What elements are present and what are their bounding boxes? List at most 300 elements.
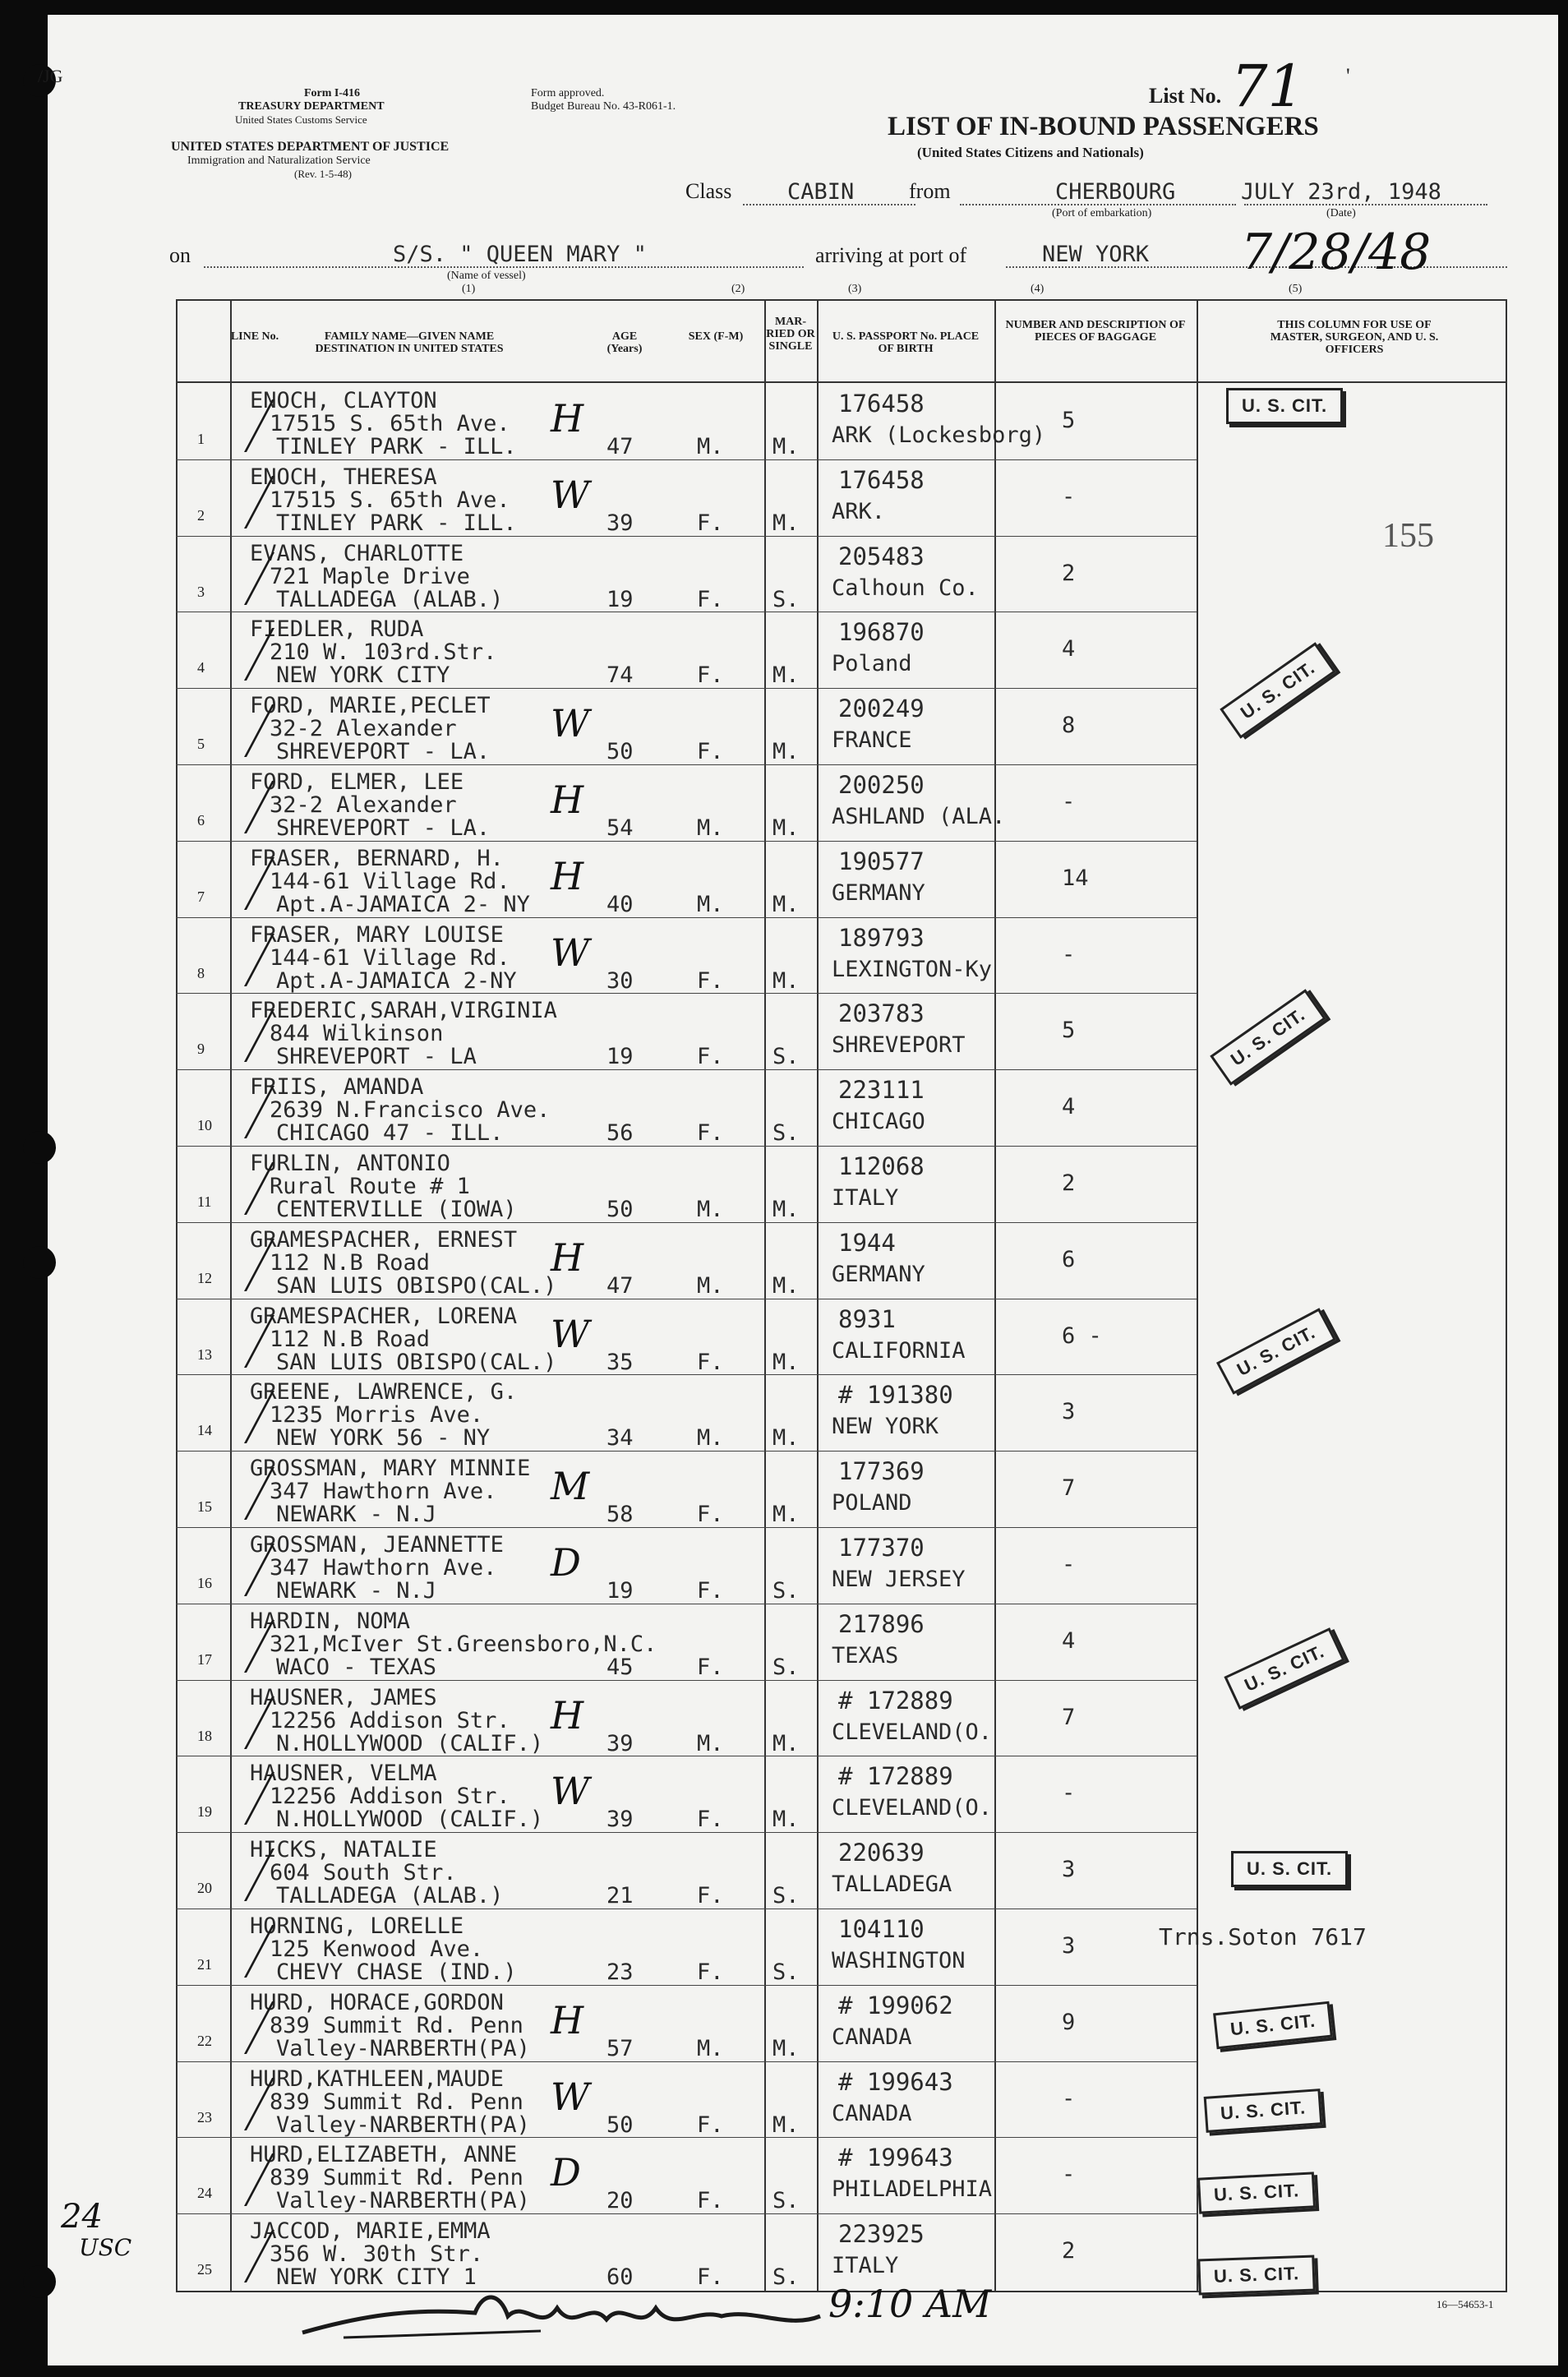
place-of-birth: FRANCE xyxy=(832,727,912,754)
marital-status: M. xyxy=(772,891,800,917)
baggage-count: 3 xyxy=(1062,1933,1076,1959)
passenger-age: 50 xyxy=(606,1197,634,1222)
row-divider xyxy=(176,1680,1197,1681)
passenger-sex: F. xyxy=(697,1349,724,1375)
place-of-birth: POLAND xyxy=(832,1490,912,1516)
marital-status: M. xyxy=(772,1425,800,1452)
passport-number: 203783 xyxy=(838,999,925,1028)
place-of-birth: CLEVELAND(O. xyxy=(832,1719,993,1745)
port-embarkation: CHERBOURG xyxy=(1055,179,1176,205)
row-divider xyxy=(176,1146,1197,1147)
us-citizen-stamp: U. S. CIT. xyxy=(1216,1308,1336,1395)
passenger-sex: M. xyxy=(697,1272,724,1299)
passport-number: 190577 xyxy=(838,847,925,875)
place-of-birth: CLEVELAND(O. xyxy=(832,1795,993,1821)
passenger-name: HAUSNER, VELMA xyxy=(250,1761,437,1787)
us-citizen-stamp: U. S. CIT. xyxy=(1220,642,1336,739)
us-citizen-stamp: U. S. CIT. xyxy=(1204,2089,1323,2133)
marital-status: M. xyxy=(772,1349,800,1375)
row-divider xyxy=(176,1222,1197,1223)
line-number: 10 xyxy=(197,1117,212,1134)
place-of-birth: ARK (Lockesborg) xyxy=(832,422,1046,448)
marital-status: M. xyxy=(772,2112,800,2138)
passenger-name: GROSSMAN, JEANNETTE xyxy=(250,1532,504,1558)
passenger-sex: F. xyxy=(697,1044,724,1070)
passenger-name: HURD,KATHLEEN,MAUDE xyxy=(250,2065,504,2092)
line-number: 1 xyxy=(197,431,205,447)
passport-number: # 191380 xyxy=(838,1381,953,1410)
marital-status: S. xyxy=(772,2264,800,2291)
baggage-count: 4 xyxy=(1062,636,1076,662)
passport-number: 205483 xyxy=(838,542,925,570)
marital-status: M. xyxy=(772,815,800,841)
family-mark: W xyxy=(551,1769,590,1814)
vessel-caption: (Name of vessel) xyxy=(447,270,526,282)
passenger-name: FURLIN, ANTONIO xyxy=(250,1151,450,1176)
family-mark: H xyxy=(551,396,584,441)
baggage-count: - xyxy=(1062,1552,1076,1577)
us-citizen-stamp: U. S. CIT. xyxy=(1226,388,1343,424)
place-of-birth: CHICAGO xyxy=(832,1109,925,1135)
family-mark: W xyxy=(551,1311,590,1356)
marital-status: M. xyxy=(772,434,800,459)
line-number: 7 xyxy=(197,888,205,905)
footer-code: 16—54653-1 xyxy=(1437,2298,1494,2310)
passenger-name: HORNING, LORELLE xyxy=(250,1913,464,1939)
passenger-name: GRAMESPACHER, ERNEST xyxy=(250,1226,518,1253)
passport-number: 223111 xyxy=(838,1076,925,1105)
passenger-sex: F. xyxy=(697,1502,724,1528)
passenger-age: 34 xyxy=(606,1425,634,1452)
budget-bureau: Budget Bureau No. 43-R061-1. xyxy=(531,100,676,113)
baggage-count: - xyxy=(1062,789,1076,815)
port-embark-caption: (Port of embarkation) xyxy=(1052,207,1152,219)
passenger-age: 56 xyxy=(606,1120,634,1147)
line-number: 4 xyxy=(197,659,205,676)
marital-status: S. xyxy=(772,1959,800,1985)
passenger-destination: Apt.A-JAMAICA 2- NY xyxy=(276,891,530,917)
rev-date: (Rev. 1-5-48) xyxy=(294,168,352,180)
passenger-street: 12256 Addison Str. xyxy=(270,1784,510,1810)
vessel-name: S/S. " QUEEN MARY " xyxy=(393,242,647,267)
passenger-destination: N.HOLLYWOOD (CALIF.) xyxy=(276,1807,544,1833)
passenger-destination: Valley-NARBERTH(PA) xyxy=(276,2035,530,2061)
passport-number: 177369 xyxy=(838,1457,925,1486)
passenger-sex: F. xyxy=(697,2188,724,2214)
place-of-birth: Calhoun Co. xyxy=(832,575,979,601)
passenger-street: 210 W. 103rd.Str. xyxy=(270,639,497,666)
marital-status: M. xyxy=(772,967,800,994)
passenger-street: 112 N.B Road xyxy=(270,1249,431,1276)
passenger-age: 39 xyxy=(606,1730,634,1756)
passenger-name: GREENE, LAWRENCE, G. xyxy=(250,1379,518,1405)
passenger-sex: F. xyxy=(697,510,724,536)
passport-number: # 172889 xyxy=(838,1762,953,1791)
passport-number: # 172889 xyxy=(838,1686,953,1715)
line-number: 2 xyxy=(197,506,205,524)
family-mark: M xyxy=(551,1464,590,1509)
row-divider xyxy=(176,1527,1197,1528)
place-of-birth: NEW JERSEY xyxy=(832,1567,966,1592)
passenger-destination: Valley-NARBERTH(PA) xyxy=(276,2188,530,2214)
passport-number: 1944 xyxy=(838,1228,896,1257)
family-mark: W xyxy=(551,930,590,975)
header-divider xyxy=(176,381,1507,383)
us-citizen-stamp: U. S. CIT. xyxy=(1197,2172,1316,2213)
col-divider-passport xyxy=(994,299,996,2292)
passport-number: 220639 xyxy=(838,1839,925,1867)
marital-status: S. xyxy=(772,1883,800,1909)
signature-time: 9:10 AM xyxy=(828,2282,992,2326)
arrival-port: NEW YORK xyxy=(1042,242,1150,267)
passport-number: 177370 xyxy=(838,1534,925,1562)
line-number: 16 xyxy=(197,1575,212,1591)
passenger-name: JACCOD, MARIE,EMMA xyxy=(250,2218,491,2245)
passenger-street: 125 Kenwood Ave. xyxy=(270,1936,484,1962)
passenger-sex: M. xyxy=(697,891,724,917)
voyage-date: JULY 23rd, 1948 xyxy=(1241,179,1441,205)
passenger-age: 20 xyxy=(606,2188,634,2214)
from-label: from xyxy=(909,179,951,203)
line-number: 8 xyxy=(197,964,205,981)
tick-mark: ' xyxy=(1346,64,1350,88)
passport-number: 176458 xyxy=(838,390,925,418)
place-of-birth: CANADA xyxy=(832,2100,912,2126)
passenger-age: 39 xyxy=(606,1807,634,1833)
passenger-destination: CHEVY CHASE (IND.) xyxy=(276,1959,517,1985)
passenger-name: GROSSMAN, MARY MINNIE xyxy=(250,1456,531,1482)
place-of-birth: ITALY xyxy=(832,1185,899,1211)
baggage-count: - xyxy=(1062,941,1076,967)
passenger-destination: Apt.A-JAMAICA 2-NY xyxy=(276,967,517,994)
col-divider-married xyxy=(817,299,819,2292)
class-label: Class xyxy=(685,179,732,203)
line-number: 15 xyxy=(197,1498,212,1516)
line-number: 9 xyxy=(197,1041,205,1058)
baggage-count: 7 xyxy=(1062,1704,1076,1730)
on-label: on xyxy=(169,243,191,267)
passenger-age: 54 xyxy=(606,815,634,841)
row-divider xyxy=(176,2137,1197,2138)
list-number-value: 71 xyxy=(1231,53,1305,120)
row-divider xyxy=(176,459,1197,460)
arriving-label: arriving at port of xyxy=(815,243,967,267)
row-divider xyxy=(176,764,1197,765)
line-number: 24 xyxy=(197,2185,212,2202)
family-mark: H xyxy=(551,1997,584,2042)
marital-status: M. xyxy=(772,1502,800,1528)
ins-heading: Immigration and Naturalization Service xyxy=(187,155,371,167)
passenger-destination: SHREVEPORT - LA. xyxy=(276,815,491,841)
passenger-street: 347 Hawthorn Ave. xyxy=(270,1555,497,1581)
passenger-name: EVANS, CHARLOTTE xyxy=(250,540,464,566)
place-of-birth: GERMANY xyxy=(832,879,925,906)
passenger-street: 844 Wilkinson xyxy=(270,1021,444,1047)
marital-status: M. xyxy=(772,662,800,689)
passenger-age: 39 xyxy=(606,510,634,536)
us-citizen-stamp: U. S. CIT. xyxy=(1231,1851,1348,1887)
marital-status: M. xyxy=(772,1807,800,1833)
marital-status: S. xyxy=(772,1578,800,1604)
col-header-line: LINE No. xyxy=(230,330,279,343)
col-header-passport: U. S. PASSPORT No. PLACE OF BIRTH xyxy=(832,330,980,355)
passenger-age: 23 xyxy=(606,1959,634,1985)
family-mark: D xyxy=(551,1540,581,1585)
baggage-count: 5 xyxy=(1062,408,1076,433)
us-citizen-stamp: U. S. CIT. xyxy=(1224,1627,1344,1710)
col-header-married: MAR- RIED OR SINGLE xyxy=(766,316,815,353)
baggage-count: 7 xyxy=(1062,1475,1076,1502)
baggage-count: 8 xyxy=(1062,713,1076,739)
passenger-name: FORD, MARIE,PECLET xyxy=(250,693,491,719)
passenger-age: 58 xyxy=(606,1502,634,1528)
passenger-sex: F. xyxy=(697,1959,724,1985)
passport-number: 176458 xyxy=(838,465,925,494)
passport-number: 217896 xyxy=(838,1609,925,1638)
passenger-name: FRASER, MARY LOUISE xyxy=(250,921,504,948)
baggage-count: - xyxy=(1062,1780,1076,1807)
place-of-birth: CANADA xyxy=(832,2024,912,2050)
family-mark: W xyxy=(551,472,590,517)
row-divider xyxy=(176,917,1197,918)
list-number-label: List No. xyxy=(1149,84,1222,108)
passenger-name: GRAMESPACHER, LORENA xyxy=(250,1303,518,1329)
family-mark: H xyxy=(551,853,584,898)
place-of-birth: ASHLAND (ALA. xyxy=(832,804,1006,829)
row-divider xyxy=(176,993,1197,994)
passenger-destination: TALLADEGA (ALAB.) xyxy=(276,1883,504,1909)
place-of-birth: SHREVEPORT xyxy=(832,1032,966,1059)
col-divider-name xyxy=(764,299,766,2292)
passenger-age: 21 xyxy=(606,1883,634,1909)
passenger-destination: NEW YORK 56 - NY xyxy=(276,1425,491,1452)
passenger-destination: TINLEY PARK - ILL. xyxy=(276,510,517,536)
doj-heading: UNITED STATES DEPARTMENT OF JUSTICE xyxy=(171,140,450,154)
line-number: 21 xyxy=(197,1956,212,1973)
place-of-birth: ITALY xyxy=(832,2253,899,2279)
corner-mark: /JG xyxy=(38,66,63,86)
family-mark: D xyxy=(551,2150,581,2195)
baggage-count: 6 xyxy=(1062,1246,1076,1272)
passenger-destination: NEW YORK CITY 1 xyxy=(276,2264,477,2291)
form-approved: Form approved. xyxy=(531,87,605,99)
passenger-sex: F. xyxy=(697,1120,724,1147)
line-number: 18 xyxy=(197,1727,212,1744)
passenger-sex: M. xyxy=(697,434,724,459)
passenger-sex: M. xyxy=(697,815,724,841)
baggage-count: - xyxy=(1062,2162,1076,2188)
passenger-street: 17515 S. 65th Ave. xyxy=(270,487,510,513)
baggage-count: 2 xyxy=(1062,560,1076,586)
baggage-count: 4 xyxy=(1062,1094,1076,1120)
passenger-destination: TINLEY PARK - ILL. xyxy=(276,434,517,459)
line-number: 25 xyxy=(197,2261,212,2278)
margin-number: 155 xyxy=(1382,517,1434,555)
passport-number: 196870 xyxy=(838,618,925,647)
passenger-age: 47 xyxy=(606,434,634,459)
passenger-destination: SHREVEPORT - LA. xyxy=(276,739,491,765)
line-number: 19 xyxy=(197,1803,212,1821)
line-number: 14 xyxy=(197,1422,212,1439)
baggage-count: 3 xyxy=(1062,1857,1076,1883)
line-number: 13 xyxy=(197,1345,212,1363)
passenger-name: HICKS, NATALIE xyxy=(250,1837,437,1863)
line-number: 17 xyxy=(197,1650,212,1668)
baggage-count: 5 xyxy=(1062,1018,1076,1044)
inspector-signature xyxy=(294,2283,886,2349)
passenger-name: HARDIN, NOMA xyxy=(250,1608,411,1634)
passenger-name: ENOCH, CLAYTON xyxy=(250,388,437,413)
passport-number: 189793 xyxy=(838,923,925,952)
col-header-baggage: NUMBER AND DESCRIPTION OF PIECES OF BAGGAGE xyxy=(1005,319,1186,344)
baggage-count: 9 xyxy=(1062,2009,1076,2035)
passenger-destination: CHICAGO 47 - ILL. xyxy=(276,1120,504,1147)
baggage-count: 3 xyxy=(1062,1399,1076,1425)
col-header-sex: SEX (F-M) xyxy=(688,330,744,343)
marital-status: M. xyxy=(772,1197,800,1222)
line-number: 23 xyxy=(197,2108,212,2125)
passenger-street: 321,McIver St.Greensboro,N.C. xyxy=(270,1631,657,1657)
passenger-sex: F. xyxy=(697,1883,724,1909)
manifest-sheet xyxy=(38,15,1558,2365)
family-mark: H xyxy=(551,1692,584,1738)
passport-number: # 199062 xyxy=(838,1991,953,2019)
place-of-birth: NEW YORK xyxy=(832,1414,939,1440)
passenger-name: FIEDLER, RUDA xyxy=(250,616,424,643)
passenger-street: 2639 N.Francisco Ave. xyxy=(270,1097,551,1124)
line-number: 3 xyxy=(197,583,205,600)
place-of-birth: PHILADELPHIA xyxy=(832,2176,993,2203)
passenger-sex: F. xyxy=(697,662,724,689)
passenger-age: 19 xyxy=(606,586,634,612)
passenger-sex: M. xyxy=(697,1425,724,1452)
place-of-birth: TALLADEGA xyxy=(832,1872,952,1898)
class-value: CABIN xyxy=(787,179,855,205)
passenger-age: 57 xyxy=(606,2035,634,2061)
passport-number: 112068 xyxy=(838,1152,925,1180)
baggage-count: 6 - xyxy=(1062,1322,1102,1349)
passenger-street: 356 W. 30th Str. xyxy=(270,2241,484,2268)
marital-status: M. xyxy=(772,510,800,536)
transfer-note: Trns.Soton 7617 xyxy=(1159,1923,1367,1950)
arrival-date-handwritten: 7/28/48 xyxy=(1241,224,1432,281)
list-title: LIST OF IN-BOUND PASSENGERS xyxy=(888,112,1319,141)
row-divider xyxy=(176,2061,1197,2062)
passenger-sex: M. xyxy=(697,2035,724,2061)
passenger-age: 19 xyxy=(606,1044,634,1070)
line-number: 6 xyxy=(197,812,205,828)
passenger-sex: F. xyxy=(697,586,724,612)
passenger-street: 721 Maple Drive xyxy=(270,563,470,589)
passenger-destination: WACO - TEXAS xyxy=(276,1654,437,1680)
passenger-destination: Valley-NARBERTH(PA) xyxy=(276,2112,530,2138)
passenger-street: Rural Route # 1 xyxy=(270,1174,470,1199)
place-of-birth: LEXINGTON-Ky xyxy=(832,956,993,982)
col-divider-baggage xyxy=(1197,299,1198,2292)
place-of-birth: WASHINGTON xyxy=(832,1948,966,1973)
passenger-age: 45 xyxy=(606,1654,634,1680)
passenger-street: 839 Summit Rd. Penn xyxy=(270,2165,523,2191)
passenger-name: HURD, HORACE,GORDON xyxy=(250,1989,504,2015)
place-of-birth: ARK. xyxy=(832,498,886,524)
passport-number: # 199643 xyxy=(838,2144,953,2172)
family-mark: W xyxy=(551,701,590,746)
marital-status: S. xyxy=(772,1044,800,1070)
line-number: 20 xyxy=(197,1880,212,1897)
column-number: (5) xyxy=(1289,283,1303,295)
passenger-sex: F. xyxy=(697,1807,724,1833)
passenger-age: 30 xyxy=(606,967,634,994)
passenger-age: 19 xyxy=(606,1578,634,1604)
passenger-street: 839 Summit Rd. Penn xyxy=(270,2089,523,2115)
passenger-name: FORD, ELMER, LEE xyxy=(250,769,464,795)
passenger-destination: SAN LUIS OBISPO(CAL.) xyxy=(276,1272,557,1299)
passenger-street: 32-2 Alexander xyxy=(270,716,457,742)
row-divider xyxy=(176,841,1197,842)
passenger-age: 60 xyxy=(606,2264,634,2291)
row-divider xyxy=(176,1985,1197,1986)
line-number: 5 xyxy=(197,736,205,753)
col-header-officers: THIS COLUMN FOR USE OF MASTER, SURGEON, AND U. S. OFFICERS xyxy=(1270,319,1439,356)
passenger-street: 32-2 Alexander xyxy=(270,792,457,818)
passenger-sex: M. xyxy=(697,1197,724,1222)
family-mark: W xyxy=(551,2074,590,2119)
passenger-sex: F. xyxy=(697,739,724,765)
marital-status: S. xyxy=(772,1120,800,1147)
date-caption: (Date) xyxy=(1326,207,1356,219)
passport-number: 8931 xyxy=(838,1304,896,1333)
passenger-name: ENOCH, THERESA xyxy=(250,464,437,490)
us-citizen-stamp: U. S. CIT. xyxy=(1210,989,1326,1086)
baggage-count: 2 xyxy=(1062,2238,1076,2264)
row-divider xyxy=(176,1832,1197,1833)
punch-hole xyxy=(23,1246,56,1279)
us-citizen-stamp: U. S. CIT. xyxy=(1213,2001,1333,2050)
passenger-name: FREDERIC,SARAH,VIRGINIA xyxy=(250,998,557,1024)
passport-number: 223925 xyxy=(838,2220,925,2249)
row-divider xyxy=(176,1451,1197,1452)
passenger-destination: NEWARK - N.J xyxy=(276,1578,437,1604)
marital-status: M. xyxy=(772,1272,800,1299)
family-mark: H xyxy=(551,1235,584,1280)
column-number: (1) xyxy=(462,283,476,295)
column-number: (3) xyxy=(848,283,862,295)
passenger-destination: TALLADEGA (ALAB.) xyxy=(276,586,504,612)
line-number: 12 xyxy=(197,1269,212,1286)
passenger-destination: SAN LUIS OBISPO(CAL.) xyxy=(276,1349,557,1375)
passenger-name: FRASER, BERNARD, H. xyxy=(250,845,504,871)
passenger-age: 50 xyxy=(606,739,634,765)
treasury-dept: TREASURY DEPARTMENT xyxy=(238,100,385,113)
passenger-street: 144-61 Village Rd. xyxy=(270,944,510,971)
col-header-age: AGE (Years) xyxy=(606,330,643,355)
row-divider xyxy=(176,688,1197,689)
passenger-name: FRIIS, AMANDA xyxy=(250,1074,424,1101)
col-header-name: FAMILY NAME—GIVEN NAME DESTINATION IN UNITED STATES xyxy=(315,330,504,355)
row-divider xyxy=(176,1374,1197,1375)
passport-number: 104110 xyxy=(838,1915,925,1943)
line-number: 22 xyxy=(197,2032,212,2049)
column-number: (2) xyxy=(731,283,745,295)
passport-number: 200250 xyxy=(838,771,925,799)
passenger-sex: M. xyxy=(697,1730,724,1756)
place-of-birth: Poland xyxy=(832,651,912,677)
passenger-street: 12256 Addison Str. xyxy=(270,1707,510,1733)
passenger-street: 17515 S. 65th Ave. xyxy=(270,411,510,436)
passenger-age: 74 xyxy=(606,662,634,689)
margin-handwriting: 24 xyxy=(61,2198,103,2236)
passenger-sex: F. xyxy=(697,1654,724,1680)
